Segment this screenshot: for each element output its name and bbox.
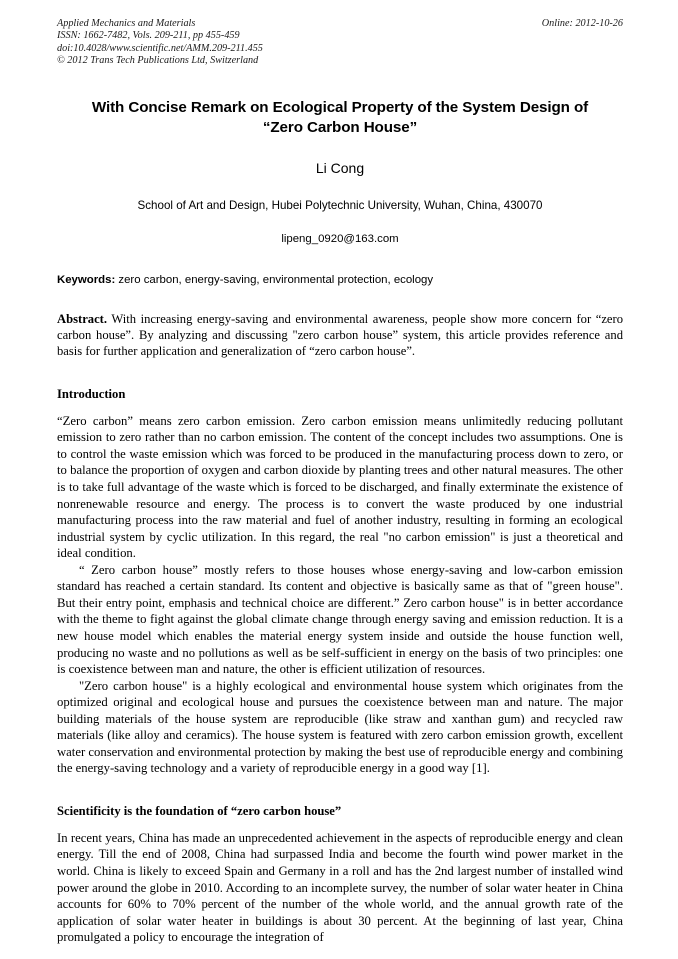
introduction-paragraph-3: "Zero carbon house" is a highly ecological and environmental house system which originates from the optimized original and ecological house and pursues the coexistence between man and nature. The major building materials of the house system are reproducible (like straw and xanthan gum) and recycled raw materials (like alloy and ceramics). The house system is featured with zero carbon emission growth, excellent water conservation and environmental protection by making the best use of reproducible energy and combining the energy-saving technology and a variety of reproducible energy in a good way [1]. — [57, 678, 623, 776]
abstract-block — [57, 311, 623, 360]
journal-copyright-line: © 2012 Trans Tech Publications Ltd, Switzerland — [57, 55, 259, 67]
journal-online-date: Online: 2012-10-26 — [541, 18, 623, 29]
scientificity-paragraph-1: In recent years, China has made an unprecedented achievement in the aspects of reproducible energy and clean energy. Till the end of 2008, China had surpassed India and become the fourth wind power market in the world. China is likely to exceed Spain and Germany in a roll and has the 2nd largest number of installed wind power around the globe in 2010. According to an incomplete survey, the number of solar water heater in China accounts for 60% to 70% percent of the number of the whole world, and the annual growth rate of the application of solar water heater in buildings is about 30 percent. At the beginning of last year, China promulgated a policy to encourage the integration of — [57, 830, 623, 945]
section-heading-scientificity: Scientificity is the foundation of “zero carbon house” — [57, 803, 342, 818]
journal-name: Applied Mechanics and Materials — [57, 18, 196, 29]
author-affiliation: School of Art and Design, Hubei Polytechnic University, Wuhan, China, 430070 — [137, 198, 543, 212]
keywords-label: Keywords: — [57, 273, 116, 286]
page-title — [57, 98, 623, 138]
introduction-paragraph-2: “ Zero carbon house” mostly refers to those houses whose energy-saving and low-carbon emission standard has reached a certain standard. Its content and objective is basically same as that of "green house". But their entry point, emphasis and technical choice are different.” Zero carbon house" is in better accordance with the theme to fight against the global climate change through energy saving and emission reduction. It is a new house model which enables the material energy system inside and outside the house function well, producing no waste and no pollutions as well as be self-sufficient in energy on the basis of two principles: one is coexistence between man and nature, the other is efficient utilization of resources. — [57, 562, 623, 677]
introduction-paragraph-1: “Zero carbon” means zero carbon emission. Zero carbon emission means unlimitedly reducing pollutant emission to zero rather than no carbon emission. The content of the concept includes two assumptions. One is to control the waste emission which was forced to be produced in the manufacturing process down to zero, or to balance the proportion of oxygen and carbon dioxide by planting trees and other natural measures. The other is to take full advantage of the waste which is forced to be discharged, and finally exterminate the existence of nonrenewable resource and energy. The process is to convert the waste produced by one industrial manufacturing process into the raw material and fuel of another industry, resulting in forming an ecological industrial system by cyclic utilization. In this regard, the real "no carbon emission" is just a theoretical and ideal condition. — [57, 413, 623, 561]
journal-metadata-header — [57, 18, 623, 68]
title-line-1: With Concise Remark on Ecological Property of the System Design of — [91, 98, 589, 116]
journal-metadata-left — [57, 18, 623, 68]
title-line-2: “Zero Carbon House” — [262, 118, 418, 136]
abstract-text: With increasing energy-saving and environmental awareness, people show more concern for “zero carbon house”. By analyzing and discussing "zero carbon house” system, this article provides reference and basis for further application and generalization of “zero carbon house”. — [57, 311, 623, 359]
section-heading-introduction: Introduction — [57, 386, 126, 401]
abstract-label: Abstract. — [57, 311, 108, 326]
journal-doi-line: doi:10.4028/www.scientific.net/AMM.209-211.455 — [57, 42, 263, 54]
journal-issn-line: ISSN: 1662-7482, Vols. 209-211, pp 455-459 — [57, 30, 240, 42]
page-content — [57, 18, 623, 946]
author-email: lipeng_0920@163.com — [281, 232, 399, 245]
keywords-line — [57, 272, 623, 288]
author-name: Li Cong — [315, 159, 365, 176]
keywords-values: zero carbon, energy-saving, environmental protection, ecology — [115, 273, 434, 286]
